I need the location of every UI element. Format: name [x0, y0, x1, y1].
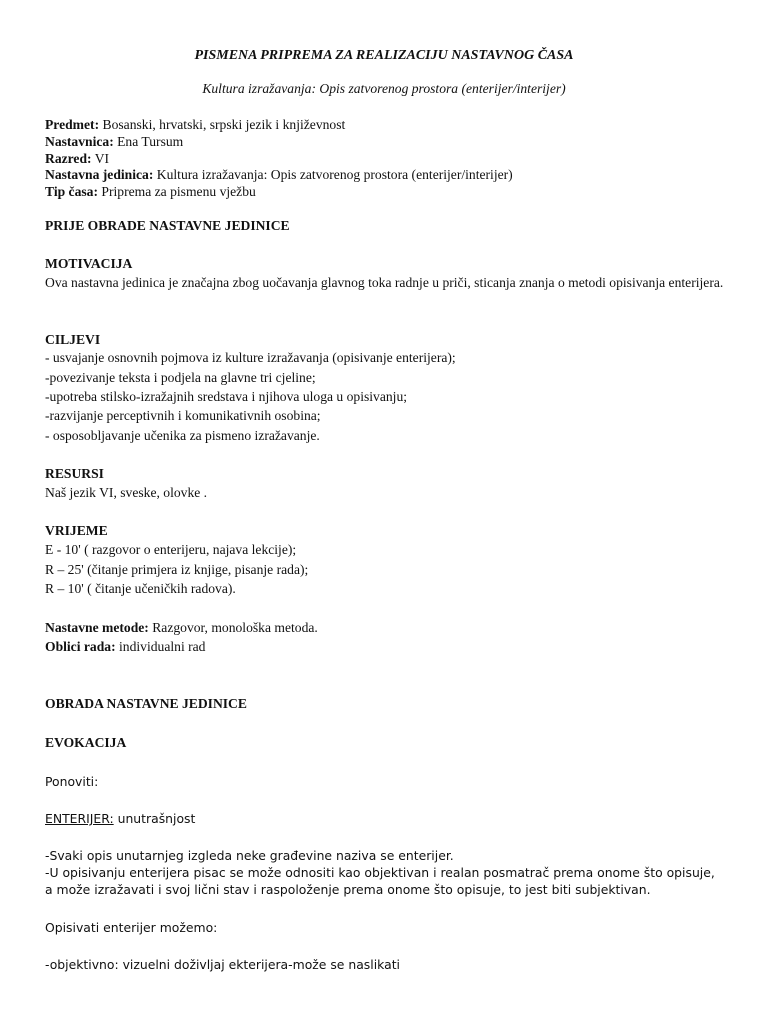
info-nastavna-jedinica [45, 166, 513, 184]
resursi-heading: RESURSI [45, 466, 104, 481]
ciljevi-heading: CILJEVI [45, 332, 101, 347]
info-label: Tip časa: [45, 184, 99, 199]
info-label: Nastavna jedinica: [45, 167, 154, 182]
info-label: Nastavnica: [45, 134, 114, 149]
info-nastavnica [45, 133, 183, 151]
ciljevi-item: -upotreba stilsko-izražajnih sredstava i njihova uloga u opisivanju; [45, 389, 408, 404]
obrada-heading: OBRADA NASTAVNE JEDINICE [45, 696, 247, 711]
info-label: Razred: [45, 151, 92, 166]
oblici-label: Oblici rada: [45, 639, 116, 654]
metode-value: Razgovor, monološka metoda. [148, 620, 318, 635]
info-value: Bosanski, hrvatski, srpski jezik i književnost [99, 117, 346, 132]
metode-label: Nastavne metode: [45, 620, 149, 635]
info-tip-casa [45, 183, 256, 201]
ciljevi-item: -povezivanje teksta i podjela na glavne tri cjeline; [45, 370, 316, 385]
opisivati-text: Opisivati enterijer možemo: [45, 920, 218, 935]
prije-heading: PRIJE OBRADE NASTAVNE JEDINICE [45, 218, 290, 233]
motivacija-text: Ova nastavna jedinica je značajna zbog uočavanja glavnog toka radnje u priči, sticanja znanja o metodi opisivanja enterijera. [45, 275, 724, 290]
vrijeme-item: E - 10' ( razgovor o enterijeru, najava lekcije); [45, 542, 297, 557]
info-value: Ena Tursum [113, 134, 184, 149]
oblici-value: individualni rad [115, 639, 206, 654]
document-title: PISMENA PRIPREMA ZA REALIZACIJU NASTAVNOG ČASA [194, 48, 574, 63]
ciljevi-item: - osposobljavanje učenika za pismeno izražavanje. [45, 428, 320, 443]
vrijeme-heading: VRIJEME [45, 523, 108, 538]
motivacija-heading: MOTIVACIJA [45, 256, 133, 271]
info-value: VI [91, 151, 110, 166]
evokacija-heading: EVOKACIJA [45, 735, 127, 750]
info-value: Kultura izražavanja: Opis zatvorenog prostora (enterijer/interijer) [153, 167, 513, 182]
ciljevi-item: - usvajanje osnovnih pojmova iz kulture izražavanja (opisivanje enterijera); [45, 350, 456, 365]
oblici-rada [45, 638, 205, 656]
ciljevi-item: -razvijanje perceptivnih i komunikativnih osobina; [45, 408, 321, 423]
enterijer-definition [45, 810, 195, 828]
paragraph-1: -Svaki opis unutarnjeg izgleda neke građevine naziva se enterijer. [45, 848, 454, 863]
info-predmet [45, 116, 345, 134]
ponoviti-text: Ponoviti: [45, 774, 99, 789]
resursi-text: Naš jezik VI, sveske, olovke . [45, 485, 208, 500]
document-subtitle: Kultura izražavanja: Opis zatvorenog prostora (enterijer/interijer) [202, 81, 566, 96]
objektivno-text: -objektivno: vizuelni doživljaj ekterijera-može se naslikati [45, 957, 400, 972]
nastavne-metode [45, 619, 318, 637]
vrijeme-item: R – 25' (čitanje primjera iz knjige, pisanje rada); [45, 562, 309, 577]
enterijer-label: ENTERIJER: [45, 811, 114, 826]
info-value: Priprema za pismenu vježbu [98, 184, 256, 199]
paragraph-2: -U opisivanju enterijera pisac se može odnositi kao objektivan i realan posmatrač prema onome što opisuje, a može izražavati i svoj lični stav i raspoloženje prema onome što opisuje, to jest biti subjektivan. [45, 865, 715, 897]
enterijer-value: unutrašnjost [113, 811, 196, 826]
vrijeme-item: R – 10' ( čitanje učeničkih radova). [45, 581, 236, 596]
info-label: Predmet: [45, 117, 100, 132]
